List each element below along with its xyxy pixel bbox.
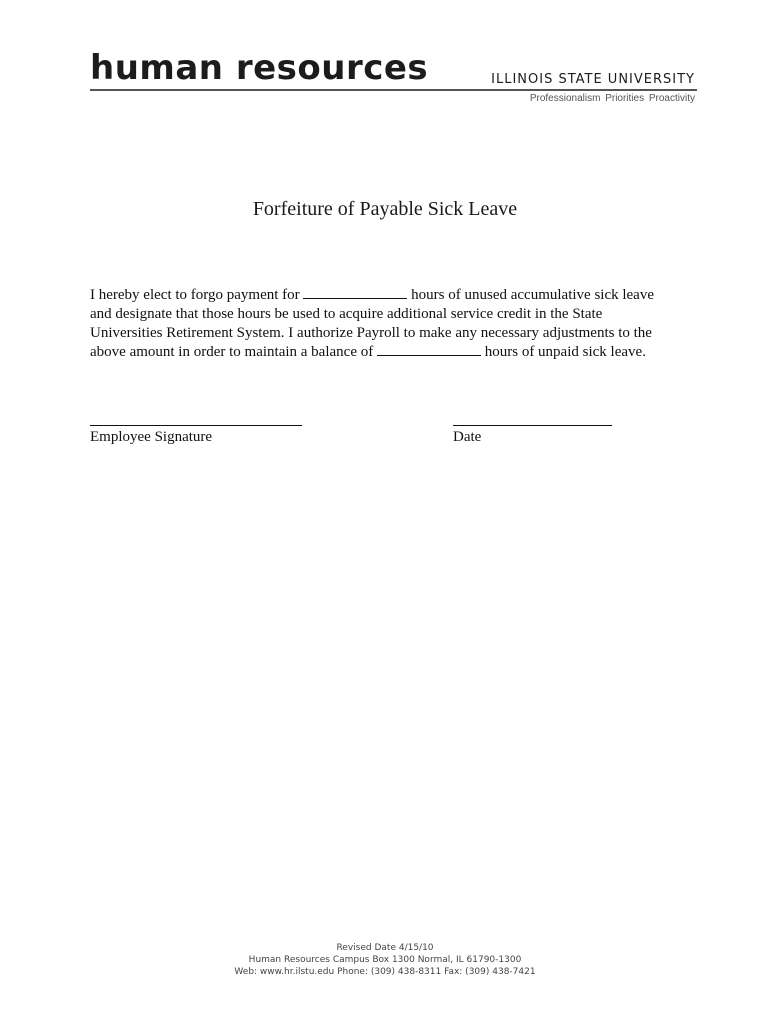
body-text-part-2: hours of unused accumulative sick leave and designate that those hours be used to acquire additional service credit in the State Universities Retirement System. I authorize Payroll to make any necessary adjustments to the above amount in order to maintain a balance of — [90, 287, 654, 360]
hours-balance-blank[interactable] — [377, 343, 481, 356]
letterhead — [90, 48, 697, 110]
form-title: Forfeiture of Payable Sick Leave — [252, 198, 518, 220]
form-body — [90, 286, 670, 362]
footer-contact: Web: www.hr.ilstu.edu Phone: (309) 438-8311 Fax: (309) 438-7421 — [234, 967, 536, 977]
footer-address: Human Resources Campus Box 1300 Normal, IL 61790-1300 — [248, 955, 522, 965]
header-rule — [90, 89, 697, 91]
revised-date: Revised Date 4/15/10 — [336, 943, 434, 953]
university-name: ILLINOIS STATE UNIVERSITY — [491, 72, 695, 87]
footer — [0, 942, 770, 978]
employee-signature-label: Employee Signature — [90, 429, 213, 445]
employee-signature-line[interactable] — [90, 425, 302, 426]
date-line[interactable] — [453, 425, 612, 426]
body-text-part-1: I hereby elect to forgo payment for — [90, 287, 304, 303]
date-label: Date — [453, 429, 482, 445]
hours-forfeited-blank[interactable] — [303, 286, 407, 299]
tagline: Professionalism Priorities Proactivity — [529, 93, 695, 104]
body-text-part-3: hours of unpaid sick leave. — [480, 344, 646, 360]
department-logo-text: human resources — [90, 48, 429, 88]
